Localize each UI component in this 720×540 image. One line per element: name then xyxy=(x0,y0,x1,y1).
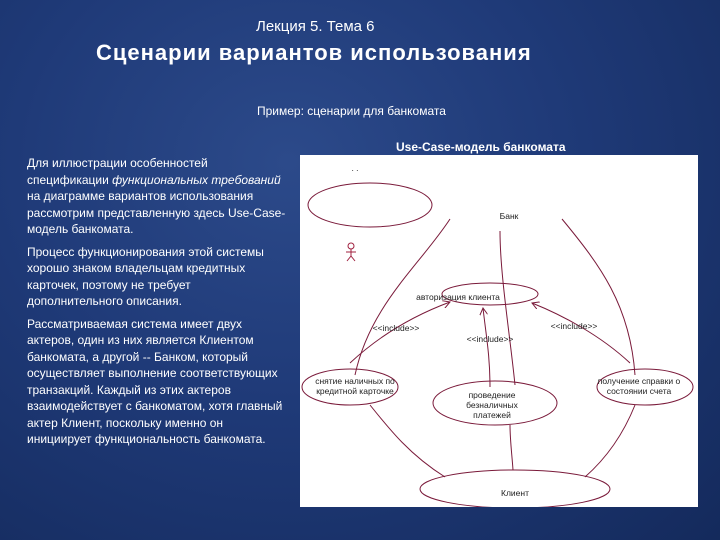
client-label: Клиент xyxy=(501,488,529,498)
emphasis-functional-requirements: функциональных требований xyxy=(112,172,281,187)
bank-to-info-line xyxy=(562,219,635,375)
actor-icon xyxy=(346,243,356,261)
paragraph-1: Для иллюстрации особенностей спецификации функциональных требований на диаграмме вариантов использования рассмотрим представленную здесь Use-Case-модель банкомата. xyxy=(27,156,286,236)
diagram-mark: . . xyxy=(351,163,359,173)
include-arrow-center xyxy=(483,308,490,387)
include-right-label: <<include>> xyxy=(550,321,598,331)
bank-label: Банк xyxy=(499,211,519,221)
diagram-canvas xyxy=(300,155,698,507)
withdraw-label: снятие наличных по кредитной карточке xyxy=(315,376,395,396)
use-case-diagram xyxy=(300,155,698,507)
bank-to-transfer-line xyxy=(500,231,515,385)
client-to-info-line xyxy=(585,405,635,477)
include-left-label: <<include>> xyxy=(372,323,420,333)
client-to-transfer-line xyxy=(510,425,513,470)
diagram-caption: Use-Case-модель банкомата xyxy=(396,140,566,154)
include-arrow-right xyxy=(532,303,630,363)
paragraph-3: Рассматриваемая система имеет двух актеров, один из них является Клиентом банкомата, а другой -- Банком, который осуществляет выполнение соответствующих транзакций. Каждый из этих актеров взаимодействует с банкоматом, хотя главный актер Клиент, поскольку именно он инициирует функциональность банкомата. xyxy=(27,316,283,446)
transfer-label: проведение безналичных платежей xyxy=(466,390,518,420)
lecture-subtitle: Лекция 5. Тема 6 xyxy=(256,18,375,35)
client-to-withdraw-line xyxy=(370,405,445,477)
paragraph-2: Процесс функционирования этой системы хорошо знаком владельцам кредитных карточек, поэтому не требует дополнительного описания. xyxy=(27,244,264,308)
example-heading: Пример: сценарии для банкомата xyxy=(257,104,446,118)
body-text xyxy=(27,155,287,454)
include-center-label: <<include>> xyxy=(466,334,514,344)
info-label: получение справки о состоянии счета xyxy=(597,376,681,396)
bank-actor-ellipse xyxy=(308,183,432,227)
slide-title: Сценарии вариантов использования xyxy=(96,40,532,65)
auth-label: авторизация клиента xyxy=(416,292,500,302)
